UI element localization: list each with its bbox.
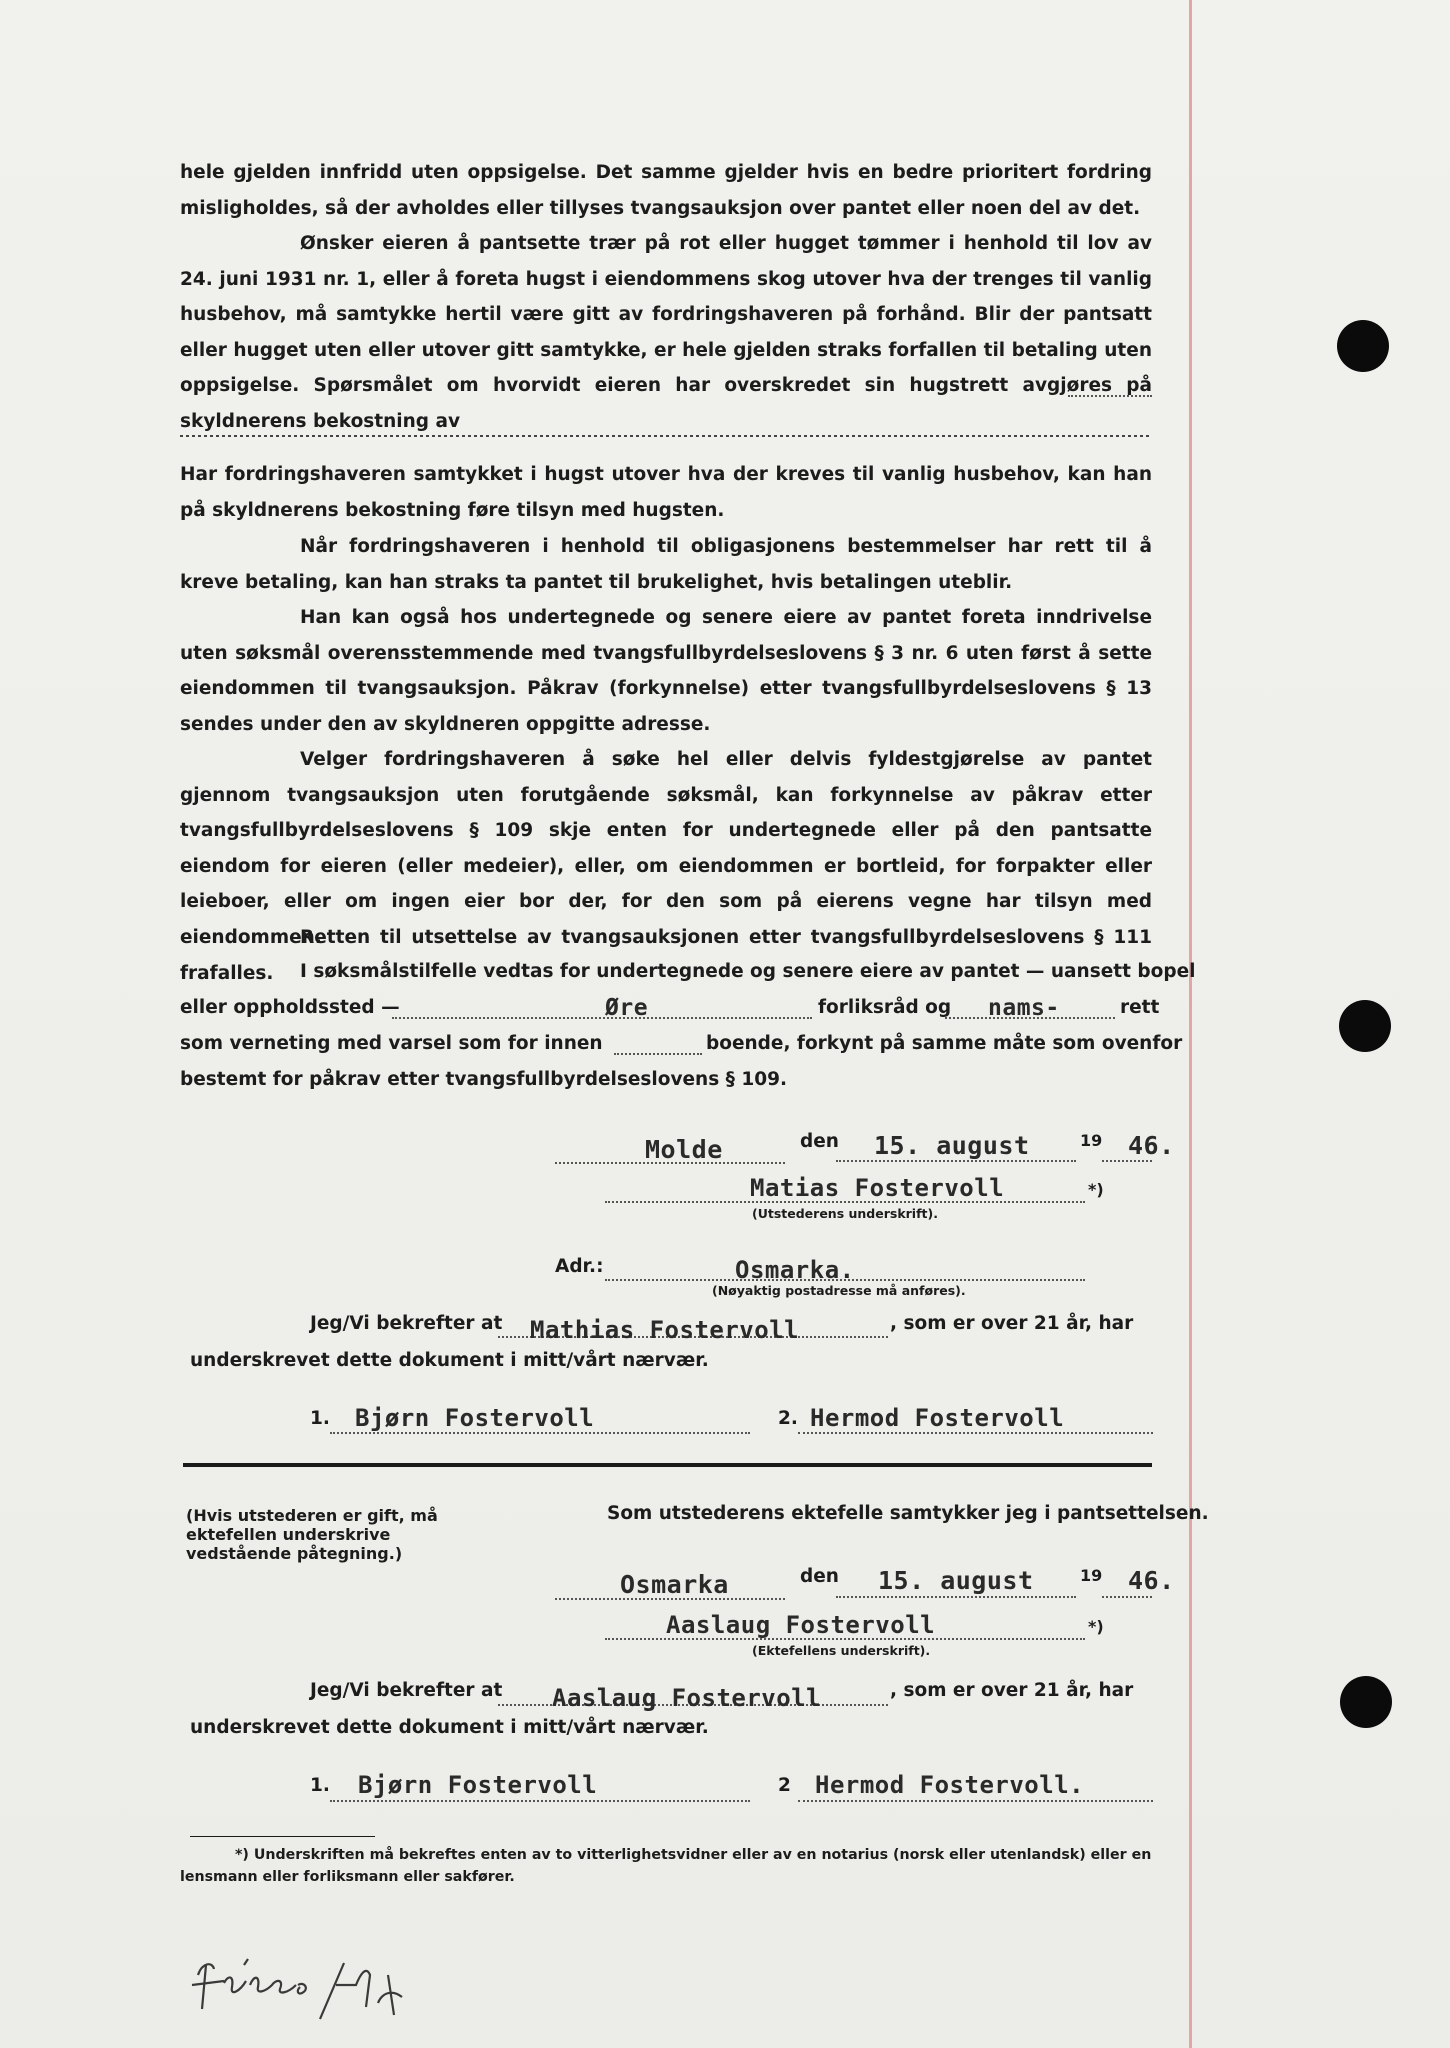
confirm-text: Jeg/Vi bekrefter at <box>310 1680 503 1701</box>
year-prefix: 19 <box>1080 1131 1103 1150</box>
witness-signature: Bjørn Fostervoll <box>355 1404 595 1432</box>
handwritten-signature-image <box>188 1945 418 2030</box>
footnote-rule <box>190 1836 375 1837</box>
body-paragraph: Retten til utsettelse av tvangsauksjonen etter tvangsfullbyrdelseslovens § 111 frafalles. <box>180 927 1152 984</box>
witness-number: 2. <box>778 1408 798 1429</box>
blank-line <box>1102 1596 1152 1598</box>
court-district: Øre <box>605 995 649 1021</box>
body-paragraph: Han kan også hos undertegnede og senere eiere av pantet foreta inndrivelse uten søksmål overensstemmende med tvangsfullbyrdelseslovens § 3 nr. 6 uten først å sette eiendommen til tvangsauksjon. Påkrav (forkynnelse) etter tvangsfullbyrdelseslovens § 13 sendes under den av skyldneren oppgitte adresse. <box>180 607 1152 735</box>
venue-line: rett <box>1120 997 1160 1018</box>
witness-number: 2 <box>778 1775 791 1796</box>
witness-number: 1. <box>310 1408 330 1429</box>
venue-line: boende, forkynt på samme måte som ovenfor <box>706 1033 1183 1054</box>
witness-signature: Hermod Fostervoll <box>810 1404 1065 1432</box>
venue-line: som verneting med varsel som for innen <box>180 1033 603 1054</box>
section-divider <box>183 1463 1152 1467</box>
venue-line: I søksmålstilfelle vedtas for undertegnede og senere eiere av pantet — uansett bopel <box>300 961 1196 982</box>
witness-line <box>330 1432 750 1434</box>
body-paragraph: Har fordringshaveren samtykket i hugst utover hva der kreves til vanlig husbehov, kan han på skyldnerens bekostning føre tilsyn med hugsten. <box>180 464 1152 521</box>
body-paragraph: hele gjelden innfridd uten oppsigelse. Det samme gjelder hvis en bedre prioritert fordring misligholdes, så der avholdes eller tillyses tvangsauksjon over pantet eller noen del av det. <box>180 162 1152 219</box>
signature-caption: (Utstederens underskrift). <box>752 1206 938 1221</box>
den-label: den <box>800 1131 839 1152</box>
spouse-signature: Aaslaug Fostervoll <box>666 1611 936 1639</box>
confirmed-name: Aaslaug Fostervoll <box>552 1684 822 1712</box>
spouse-consent: Som utstederens ektefelle samtykker jeg i pantsettelsen. <box>607 1503 1209 1524</box>
spouse-instruction: (Hvis utstederen er gift, må ektefellen underskrive vedstående påtegning.) <box>186 1506 438 1563</box>
margin-line <box>1189 0 1192 2048</box>
body-paragraph: Ønsker eieren å pantsette trær på rot eller hugget tømmer i henhold til lov av 24. juni 1931 nr. 1, eller å foreta hugst i eiendommens skog utover hva der trenges til vanlig husbehov, må samtykke hertil være gitt av fordringshaveren på forhånd. Blir der pantsatt eller hugget uten eller utover gitt samtykke, er hele gjelden straks forfallen til betaling uten oppsigelse. Spørsmålet om hvorvidt eieren har overskredet sin hugstrett avgjøres på skyldnerens bekostning av <box>180 233 1152 432</box>
issue-place: Molde <box>645 1135 723 1164</box>
witness-line <box>798 1800 1153 1802</box>
confirm-text: Jeg/Vi bekrefter at <box>310 1313 503 1334</box>
confirm-text: underskrevet dette dokument i mitt/vårt nærvær. <box>190 1717 709 1738</box>
issue-date: 15. august <box>874 1131 1030 1160</box>
body-paragraph: Når fordringshaveren i henhold til obligasjonens bestemmelser har rett til å kreve betaling, kan han straks ta pantet til brukelighet, hvis betalingen uteblir. <box>180 536 1152 593</box>
issuer-signature: Matias Fostervoll <box>750 1174 1005 1202</box>
footnote-mark: *) <box>1088 1617 1104 1636</box>
confirm-text: , som er over 21 år, har <box>890 1313 1134 1334</box>
witness-line <box>798 1432 1153 1434</box>
footnote-mark: *) <box>1088 1180 1104 1199</box>
punch-hole <box>1340 1676 1392 1728</box>
venue-line: forliksråd og <box>818 997 952 1018</box>
venue-line: eller oppholdssted — <box>180 997 400 1018</box>
issuer-address: Osmarka. <box>735 1256 855 1284</box>
punch-hole <box>1337 320 1389 372</box>
confirmed-name: Mathias Fostervoll <box>530 1316 800 1344</box>
witness-signature: Hermod Fostervoll. <box>815 1771 1085 1799</box>
blank-line <box>836 1596 1076 1598</box>
blank-line <box>180 435 1152 437</box>
spouse-place: Osmarka <box>620 1570 729 1599</box>
spouse-year: 46. <box>1128 1566 1175 1595</box>
den-label: den <box>800 1566 839 1587</box>
blank-line <box>1068 395 1152 397</box>
footnote: *) Underskriften må bekreftes enten av to vitterlighetsvidner eller av en notarius (norsk eller utenlandsk) eller en lensmann eller forliksmann eller sakfører. <box>180 1847 1152 1885</box>
signature-caption: (Ektefellens underskrift). <box>752 1643 931 1658</box>
witness-line <box>330 1800 750 1802</box>
witness-signature: Bjørn Fostervoll <box>358 1771 598 1799</box>
confirm-text: underskrevet dette dokument i mitt/vårt nærvær. <box>190 1350 709 1371</box>
address-caption: (Nøyaktig postadresse må anføres). <box>712 1283 966 1298</box>
court-type: nams- <box>988 995 1060 1021</box>
witness-number: 1. <box>310 1775 330 1796</box>
blank-line <box>1102 1160 1152 1162</box>
address-label: Adr.: <box>555 1256 604 1277</box>
spouse-date: 15. august <box>878 1566 1034 1595</box>
issue-year: 46. <box>1128 1131 1175 1160</box>
confirm-text: , som er over 21 år, har <box>890 1680 1134 1701</box>
blank-line <box>392 1017 812 1019</box>
blank-line <box>614 1053 702 1055</box>
body-paragraph: Velger fordringshaveren å søke hel eller delvis fyldestgjørelse av pantet gjennom tvangsauksjon uten forutgående søksmål, kan forkynnelse av påkrav etter tvangsfullbyrdelseslovens § 109 skje enten for undertegnede eller på den pantsatte eiendom for eieren (eller medeier), eller, om eiendommen er bortleid, for forpakter eller leieboer, eller om ingen eier bor der, for den som på eierens vegne har tilsyn med eiendommen. <box>180 749 1152 948</box>
year-prefix: 19 <box>1080 1566 1103 1585</box>
blank-line <box>836 1160 1076 1162</box>
punch-hole <box>1339 1000 1391 1052</box>
venue-line: bestemt for påkrav etter tvangsfullbyrdelseslovens § 109. <box>180 1069 788 1090</box>
